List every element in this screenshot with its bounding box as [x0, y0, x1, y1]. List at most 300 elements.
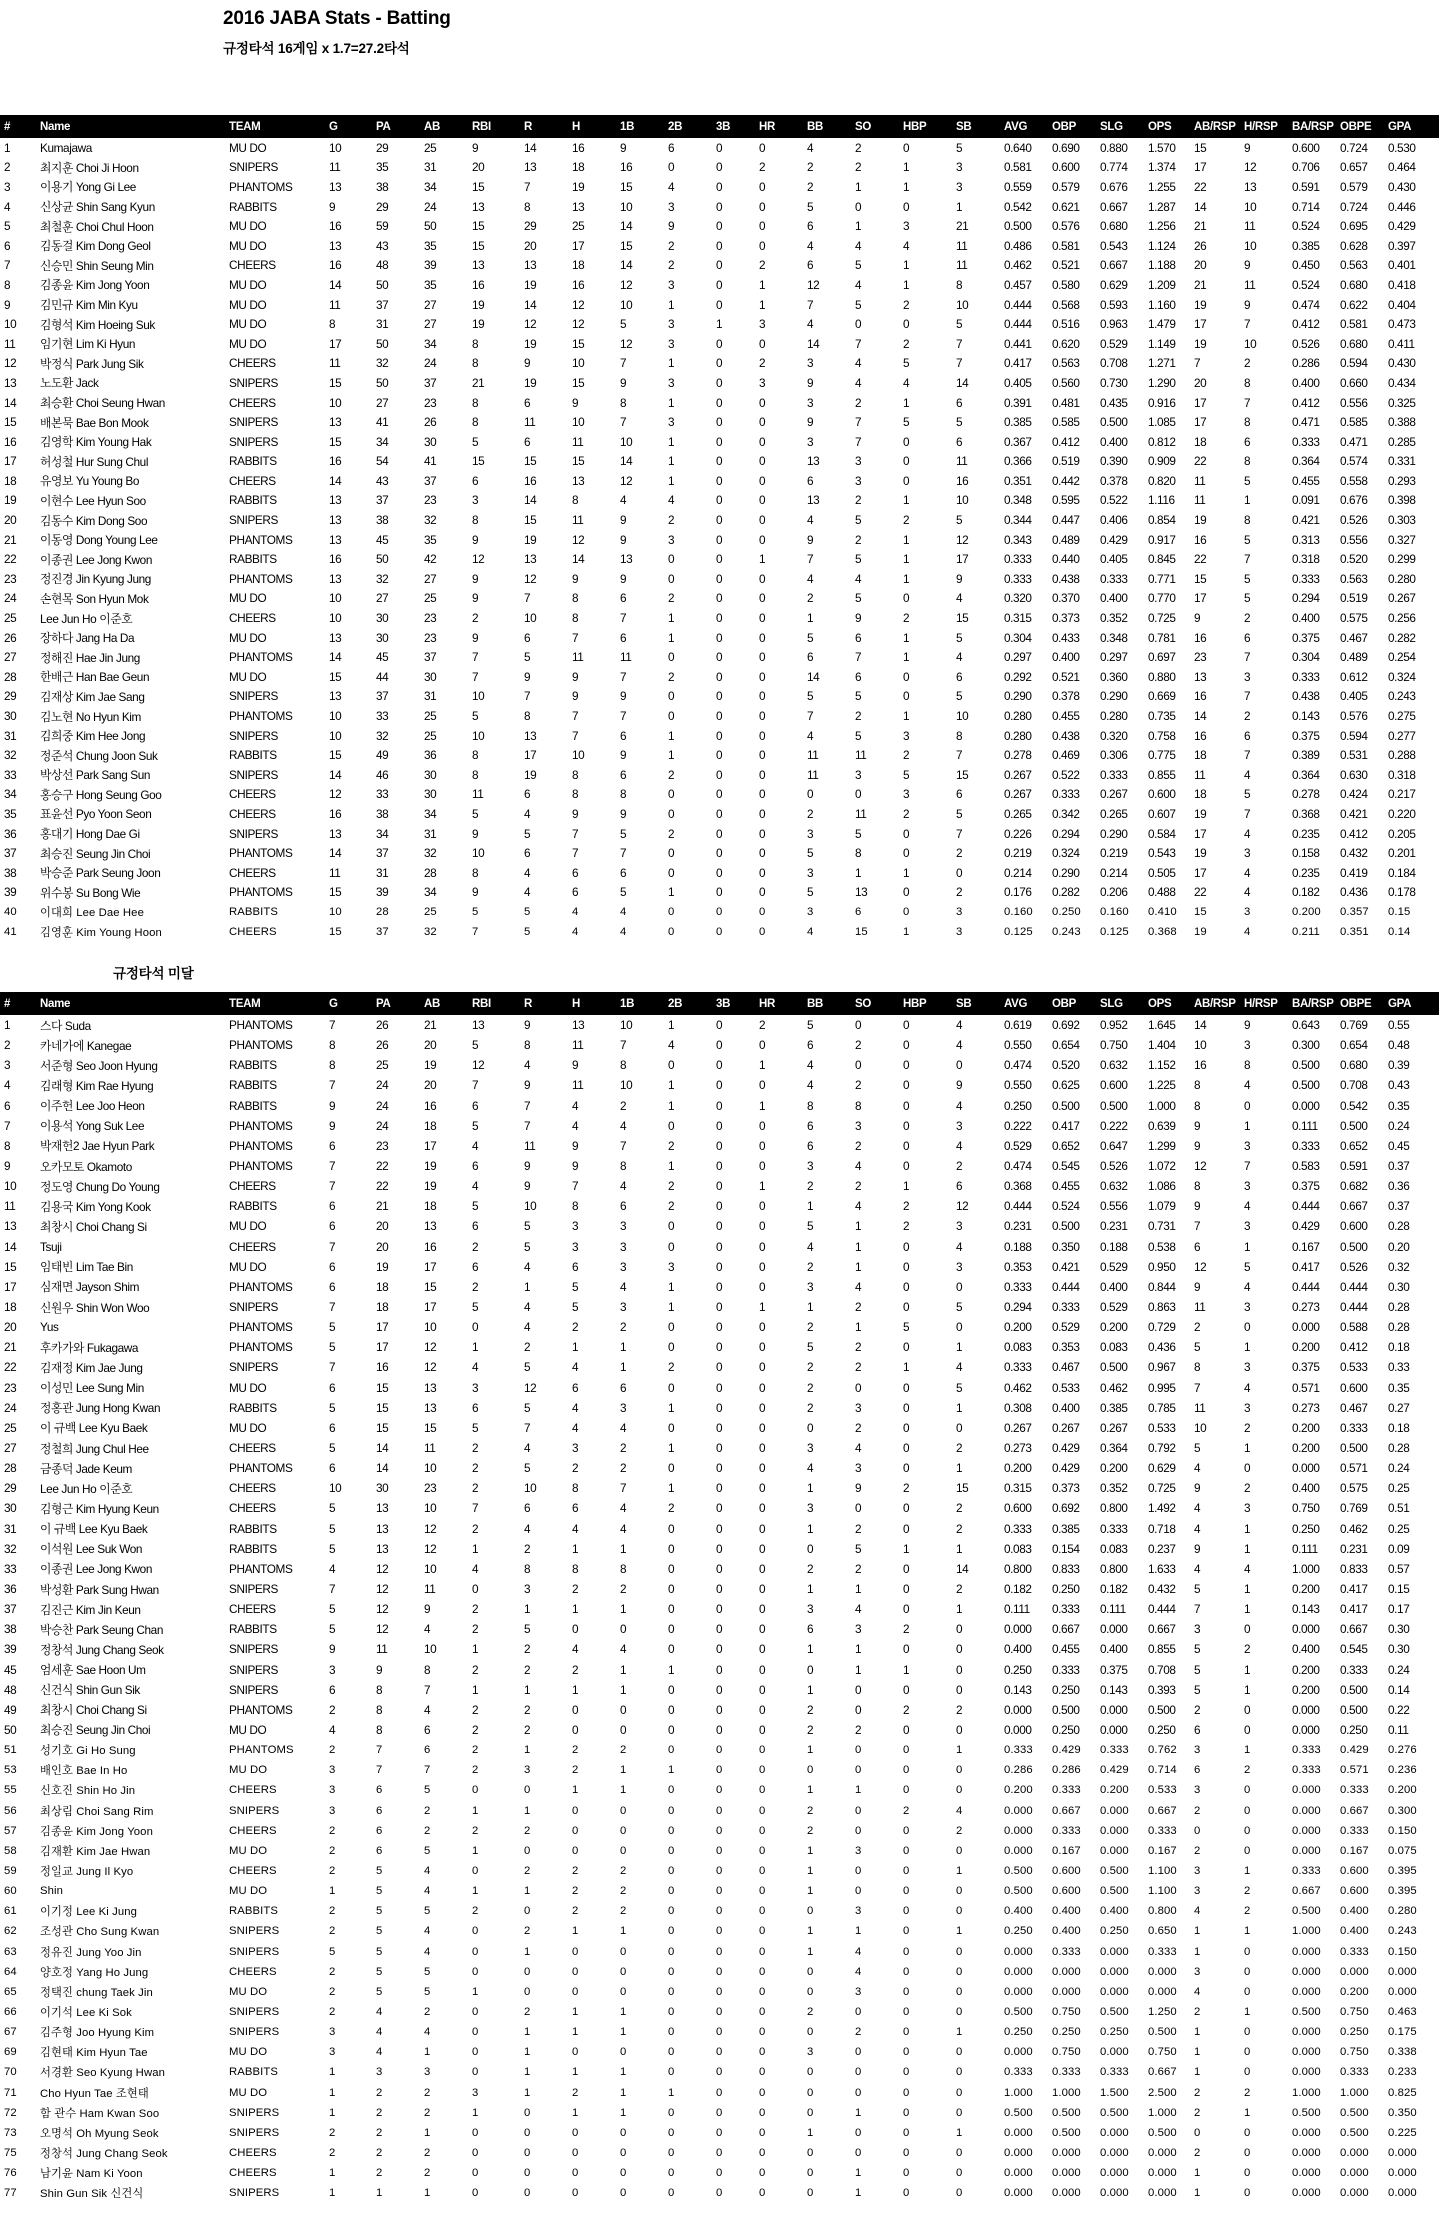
- stat-cell: 1: [956, 1340, 963, 1355]
- stat-cell: 0.594: [1340, 728, 1368, 743]
- team-cell: SNIPERS: [229, 434, 278, 449]
- stat-cell: 41: [376, 415, 389, 430]
- table-row: [0, 1438, 1439, 1458]
- stat-cell: 20: [524, 238, 537, 253]
- stat-cell: 0.378: [1100, 473, 1128, 488]
- stat-cell: 0: [716, 1138, 723, 1153]
- player-name-cell: Yus: [40, 1320, 59, 1335]
- stat-cell: 6: [956, 434, 963, 449]
- stat-cell: 2: [620, 1864, 627, 1877]
- stat-cell: 0.444: [1292, 1199, 1320, 1214]
- stat-cell: 0.14: [1388, 925, 1411, 938]
- stat-cell: 2: [472, 1441, 479, 1456]
- stat-cell: 0: [668, 2126, 675, 2139]
- stat-cell: 8: [524, 1561, 531, 1576]
- stat-cell: 0: [668, 1058, 675, 1073]
- stat-cell: 7: [1244, 1159, 1251, 1174]
- stat-cell: 0.400: [1340, 1925, 1369, 1938]
- stat-cell: 0: [716, 689, 723, 704]
- stat-cell: 3: [524, 1764, 531, 1777]
- stat-cell: 0.154: [1052, 1541, 1080, 1556]
- team-cell: MU DO: [229, 1764, 268, 1777]
- column-header: TEAM: [225, 992, 325, 1015]
- team-cell: PHANTOMS: [229, 1038, 293, 1053]
- team-cell: MU DO: [229, 1420, 267, 1435]
- stat-cell: 15: [524, 454, 537, 469]
- stat-cell: 9: [807, 415, 814, 430]
- stat-cell: 3: [1244, 1219, 1251, 1234]
- stat-cell: 12: [1244, 160, 1257, 175]
- row-number-cell: 57: [4, 1824, 17, 1837]
- stat-cell: 16: [329, 258, 342, 273]
- stat-cell: 0: [668, 1824, 675, 1837]
- stat-cell: 0.333: [1052, 1784, 1081, 1797]
- stat-cell: 16: [1194, 532, 1207, 547]
- stat-cell: 0.000: [1100, 2146, 1129, 2159]
- stat-cell: 1: [424, 2046, 431, 2059]
- stat-cell: 3: [572, 1219, 579, 1234]
- row-number-cell: 21: [4, 1340, 17, 1355]
- stat-cell: 32: [424, 846, 437, 861]
- stat-cell: 5: [807, 1018, 814, 1033]
- player-name-cell: 김영훈 Kim Young Hoon: [40, 926, 162, 939]
- player-name-cell: 홍대기 Hong Dae Gi: [40, 827, 140, 842]
- stat-cell: 13: [524, 728, 537, 743]
- stat-cell: 0.500: [1148, 2026, 1177, 2039]
- player-name-cell: 김형근 Kim Hyung Keun: [40, 1501, 159, 1516]
- stat-cell: 4: [1194, 1501, 1201, 1516]
- column-header: R: [520, 115, 568, 138]
- row-number-cell: 30: [4, 709, 17, 724]
- stat-cell: 2: [807, 1561, 814, 1576]
- stat-cell: 0.32: [1388, 1259, 1410, 1274]
- team-cell: SNIPERS: [229, 415, 278, 430]
- stat-cell: 0.405: [1100, 552, 1128, 567]
- stat-cell: 6: [472, 473, 479, 488]
- stat-cell: 6: [472, 1400, 479, 1415]
- stat-cell: 1: [668, 1764, 675, 1777]
- stat-cell: 6: [524, 630, 531, 645]
- stat-cell: 0.000: [1100, 2187, 1129, 2200]
- stat-cell: 13: [329, 493, 342, 508]
- stat-cell: 1: [807, 1864, 814, 1877]
- stat-cell: 1: [855, 1259, 862, 1274]
- team-cell: MU DO: [229, 1219, 267, 1234]
- row-number-cell: 60: [4, 1885, 17, 1898]
- stat-cell: 14: [524, 297, 537, 312]
- stat-cell: 12: [376, 1561, 389, 1576]
- stat-cell: 0.500: [1004, 2106, 1033, 2119]
- stat-cell: 0.455: [1052, 1179, 1080, 1194]
- stat-cell: 7: [329, 1159, 336, 1174]
- stat-cell: 0.333: [1004, 1521, 1032, 1536]
- stat-cell: 0: [716, 179, 723, 194]
- stat-cell: 0: [668, 865, 675, 880]
- stat-cell: 2: [620, 1905, 627, 1918]
- stat-cell: 2: [1194, 1804, 1201, 1817]
- stat-cell: 0.500: [1340, 1702, 1368, 1717]
- stat-cell: 0.333: [1004, 1744, 1033, 1757]
- stat-cell: 17: [524, 748, 537, 763]
- row-number-cell: 1: [4, 140, 11, 155]
- row-number-cell: 22: [4, 552, 17, 567]
- stat-cell: 5: [472, 1038, 479, 1053]
- team-cell: PHANTOMS: [229, 1138, 293, 1153]
- stat-cell: 2: [956, 1501, 963, 1516]
- stat-cell: 11: [1194, 473, 1206, 488]
- stat-cell: 0: [716, 160, 723, 175]
- stat-cell: 3: [855, 1461, 862, 1476]
- stat-cell: 0: [524, 1985, 531, 1998]
- stat-cell: 13: [329, 630, 342, 645]
- stat-cell: 0.800: [1004, 1561, 1032, 1576]
- stat-cell: 0: [1244, 1622, 1251, 1637]
- stat-cell: 2: [472, 611, 479, 626]
- stat-cell: 0.429: [1052, 1461, 1080, 1476]
- stat-cell: 2: [903, 1622, 910, 1637]
- stat-cell: 1: [807, 1300, 814, 1315]
- stat-cell: 3: [1194, 1885, 1201, 1898]
- stat-cell: 0.400: [1292, 1642, 1320, 1657]
- stat-cell: 3: [956, 925, 963, 938]
- stat-cell: 4: [524, 1259, 531, 1274]
- stat-cell: 7: [620, 846, 627, 861]
- player-name-cell: 위수봉 Su Bong Wie: [40, 885, 141, 900]
- stat-cell: 20: [1194, 375, 1207, 390]
- stat-cell: 0: [716, 1682, 723, 1697]
- stat-cell: 13: [424, 1219, 437, 1234]
- stat-cell: 0.770: [1148, 591, 1176, 606]
- stat-cell: 0.15: [1388, 1582, 1410, 1596]
- stat-cell: 34: [376, 434, 389, 449]
- stat-cell: 0: [716, 630, 723, 645]
- stat-cell: 0.51: [1388, 1501, 1410, 1516]
- stat-cell: 7: [620, 1138, 627, 1153]
- row-number-cell: 39: [4, 885, 17, 900]
- row-number-cell: 65: [4, 1985, 17, 1998]
- table-row: [0, 1015, 1439, 1035]
- stat-cell: 0: [716, 1239, 723, 1254]
- stat-cell: 24: [424, 356, 437, 371]
- row-number-cell: 2: [4, 160, 11, 175]
- stat-cell: 2: [472, 1905, 479, 1918]
- stat-cell: 9: [1194, 611, 1201, 626]
- stat-cell: 4: [855, 1965, 862, 1978]
- stat-cell: 0.963: [1100, 317, 1128, 332]
- stat-cell: 0.200: [1292, 1441, 1320, 1456]
- row-number-cell: 29: [4, 1481, 17, 1496]
- stat-cell: 1.500: [1100, 2086, 1129, 2099]
- stat-cell: 0.320: [1100, 728, 1128, 743]
- stat-cell: 1: [668, 1400, 675, 1415]
- stat-cell: 0: [620, 1702, 627, 1717]
- stat-cell: 4: [956, 1018, 963, 1033]
- team-cell: CHEERS: [229, 473, 276, 488]
- stat-cell: 0.429: [1292, 1219, 1320, 1234]
- stat-cell: 0: [716, 1219, 723, 1234]
- stat-cell: 12: [376, 1602, 389, 1617]
- row-number-cell: 3: [4, 1058, 11, 1073]
- table-row: [0, 589, 1439, 609]
- stat-cell: 0.600: [1004, 1501, 1032, 1516]
- stat-cell: 4: [524, 1521, 531, 1536]
- stat-cell: 1: [956, 1744, 963, 1757]
- stat-cell: 19: [572, 179, 585, 194]
- stat-cell: 3: [1244, 1300, 1251, 1315]
- stat-cell: 0.550: [1004, 1038, 1032, 1053]
- stat-cell: 0.385: [1052, 1521, 1080, 1536]
- stat-cell: 5: [329, 1602, 336, 1617]
- stat-cell: 9: [524, 1078, 531, 1093]
- stat-cell: 15: [620, 238, 633, 253]
- stat-cell: 0.000: [1292, 1824, 1321, 1837]
- stat-cell: 0: [903, 1784, 910, 1797]
- stat-cell: 2: [956, 1441, 963, 1456]
- stat-cell: 0.625: [1052, 1078, 1080, 1093]
- stat-cell: 0: [903, 905, 910, 918]
- stat-cell: 0: [668, 1965, 675, 1978]
- stat-cell: 6: [329, 1259, 336, 1274]
- stat-cell: 4: [472, 1561, 479, 1576]
- stat-cell: 3: [620, 1259, 627, 1274]
- stat-cell: 16: [1194, 630, 1207, 645]
- stat-cell: 0.411: [1388, 336, 1415, 351]
- stat-cell: 0.667: [1100, 258, 1128, 273]
- row-number-cell: 10: [4, 317, 17, 332]
- stat-cell: 1: [329, 2187, 336, 2200]
- stat-cell: 2: [524, 1925, 531, 1938]
- stat-cell: 0.273: [1292, 1400, 1320, 1415]
- stat-cell: 25: [424, 709, 437, 724]
- stat-cell: 8: [1194, 1078, 1201, 1093]
- column-header: OBP: [1048, 992, 1096, 1015]
- stat-cell: 0: [903, 2167, 910, 2180]
- stat-cell: 0: [668, 1118, 675, 1133]
- stat-cell: 2: [572, 1864, 579, 1877]
- stat-cell: 11: [524, 415, 536, 430]
- stat-cell: 4: [472, 1179, 479, 1194]
- stat-cell: 0.333: [1340, 1824, 1369, 1837]
- stat-cell: 2: [472, 1824, 479, 1837]
- stat-cell: 0.348: [1100, 630, 1128, 645]
- stat-cell: 0.579: [1340, 179, 1368, 194]
- stat-cell: 0: [903, 1925, 910, 1938]
- stat-cell: 5: [956, 140, 963, 155]
- player-name-cell: 정해진 Hae Jin Jung: [40, 650, 140, 665]
- stat-cell: 11: [956, 258, 968, 273]
- stat-cell: 6: [472, 1219, 479, 1234]
- stat-cell: 0.160: [1100, 905, 1129, 918]
- stat-cell: 0.333: [1004, 1279, 1032, 1294]
- stat-cell: 0: [668, 1602, 675, 1617]
- stat-cell: 0.680: [1340, 277, 1368, 292]
- stat-cell: 1: [1244, 1118, 1251, 1133]
- stat-cell: 0.30: [1388, 1642, 1410, 1657]
- row-number-cell: 31: [4, 1521, 17, 1536]
- stat-cell: 0.576: [1340, 709, 1368, 724]
- stat-cell: 3: [620, 1400, 627, 1415]
- stat-cell: 0.000: [1004, 2167, 1033, 2180]
- stat-cell: 8: [376, 1702, 383, 1717]
- stat-cell: 2: [524, 1541, 531, 1556]
- stat-cell: 30: [376, 1481, 389, 1496]
- team-cell: RABBITS: [229, 1905, 279, 1918]
- stat-cell: 12: [620, 336, 633, 351]
- stat-cell: 0: [620, 2046, 627, 2059]
- stat-cell: 22: [376, 1159, 389, 1174]
- stat-cell: 2: [956, 1582, 963, 1596]
- stat-cell: 4: [1244, 1199, 1251, 1214]
- stat-cell: 0.378: [1052, 689, 1080, 704]
- stat-cell: 0.290: [1100, 826, 1128, 841]
- stat-cell: 5: [956, 806, 963, 821]
- stat-cell: 0: [759, 1159, 766, 1174]
- stat-cell: 0.559: [1004, 179, 1032, 194]
- row-number-cell: 35: [4, 806, 17, 821]
- stat-cell: 4: [1244, 767, 1251, 782]
- stat-cell: 13: [424, 1380, 437, 1395]
- stat-cell: 2: [329, 2126, 336, 2139]
- stat-cell: 2: [668, 513, 675, 528]
- row-number-cell: 6: [4, 238, 11, 253]
- stat-cell: 4: [524, 885, 531, 900]
- stat-cell: 15: [376, 1420, 389, 1435]
- row-number-cell: 15: [4, 1259, 17, 1274]
- column-header: HBP: [899, 992, 952, 1015]
- stat-cell: 0: [716, 806, 723, 821]
- stat-cell: 0.000: [1292, 2167, 1321, 2180]
- stat-cell: 0.952: [1100, 1018, 1128, 1033]
- stat-cell: 0: [1244, 1320, 1251, 1335]
- stat-cell: 11: [572, 650, 584, 665]
- stat-cell: 0.583: [1292, 1159, 1320, 1174]
- stat-cell: 0.344: [1004, 513, 1032, 528]
- stat-cell: 0.000: [1292, 1702, 1320, 1717]
- stat-cell: 0.297: [1100, 650, 1128, 665]
- stat-cell: 2: [855, 493, 862, 508]
- stat-cell: 0.563: [1052, 356, 1080, 371]
- stat-cell: 0.300: [1292, 1038, 1320, 1053]
- stat-cell: 0.473: [1388, 317, 1416, 332]
- stat-cell: 0: [956, 2167, 963, 2180]
- player-name-cell: 신건식 Shin Gun Sik: [40, 1683, 140, 1698]
- stat-cell: 2: [572, 1905, 579, 1918]
- stat-cell: 0: [807, 1985, 814, 1998]
- row-number-cell: 20: [4, 513, 17, 528]
- stat-cell: 8: [424, 1662, 431, 1677]
- stat-cell: 0.529: [1004, 1138, 1032, 1153]
- stat-cell: 12: [572, 532, 585, 547]
- stat-cell: 1: [572, 1340, 579, 1355]
- stat-cell: 0.091: [1292, 493, 1320, 508]
- stat-cell: 0.785: [1148, 1400, 1176, 1415]
- stat-cell: 2: [855, 1340, 862, 1355]
- stat-cell: 15: [329, 925, 342, 938]
- stat-cell: 1: [855, 1219, 862, 1234]
- player-name-cell: 심재면 Jayson Shim: [40, 1280, 139, 1295]
- row-number-cell: 22: [4, 1360, 17, 1375]
- stat-cell: 2: [1244, 1420, 1251, 1435]
- stat-cell: 0.150: [1388, 1945, 1417, 1958]
- row-number-cell: 25: [4, 1420, 17, 1435]
- team-cell: SNIPERS: [229, 2187, 280, 2200]
- stat-cell: 0: [472, 2066, 479, 2079]
- stat-cell: 1: [903, 709, 910, 724]
- stat-cell: 0.447: [1052, 513, 1080, 528]
- stat-cell: 0.333: [1100, 2066, 1129, 2079]
- stat-cell: 1: [668, 1300, 675, 1315]
- stat-cell: 0.348: [1004, 493, 1032, 508]
- stat-cell: 0: [524, 2146, 531, 2159]
- stat-cell: 3: [903, 728, 910, 743]
- stat-cell: 2: [807, 806, 814, 821]
- row-number-cell: 32: [4, 1541, 17, 1556]
- stat-cell: 0.585: [1340, 415, 1368, 430]
- stat-cell: 0.000: [1004, 2187, 1033, 2200]
- stat-cell: 10: [620, 434, 633, 449]
- stat-cell: 1: [376, 2187, 383, 2200]
- table-row: [0, 314, 1439, 334]
- table-row: [0, 275, 1439, 295]
- stat-cell: 0.600: [1340, 1885, 1369, 1898]
- stat-cell: 0.667: [1292, 1885, 1321, 1898]
- stat-cell: 5: [807, 630, 814, 645]
- stat-cell: 1.000: [1052, 2086, 1081, 2099]
- stat-cell: 0.333: [1004, 2066, 1033, 2079]
- stat-cell: 3: [807, 865, 814, 880]
- stat-cell: 16: [1194, 728, 1207, 743]
- stat-cell: 27: [376, 395, 389, 410]
- stat-cell: 0: [572, 2167, 579, 2180]
- stat-cell: 1: [668, 1441, 675, 1456]
- stat-cell: 0.250: [1148, 1722, 1176, 1737]
- stat-cell: 6: [376, 1784, 383, 1797]
- team-cell: SNIPERS: [229, 375, 278, 390]
- stat-cell: 0: [759, 1481, 766, 1496]
- stat-cell: 0.529: [1100, 336, 1128, 351]
- stat-cell: 0: [572, 2126, 579, 2139]
- player-name-cell: 배본묵 Bae Bon Mook: [40, 415, 149, 430]
- stat-cell: 1: [668, 454, 675, 469]
- stat-cell: 0: [668, 1239, 675, 1254]
- stat-cell: 2: [1194, 2086, 1201, 2099]
- stat-cell: 5: [329, 1320, 336, 1335]
- column-header: 2B: [664, 992, 712, 1015]
- stat-cell: 1.287: [1148, 199, 1176, 214]
- stat-cell: 0: [620, 2126, 627, 2139]
- stat-cell: 1: [855, 1662, 862, 1677]
- row-number-cell: 3: [4, 179, 11, 194]
- stat-cell: 37: [376, 689, 389, 704]
- stat-cell: 0.429: [1388, 219, 1416, 234]
- player-name-cell: Kumajawa: [40, 140, 92, 155]
- stat-cell: 3: [1244, 905, 1251, 918]
- team-cell: SNIPERS: [229, 2106, 280, 2119]
- stat-cell: 0.533: [1148, 1784, 1177, 1797]
- stat-cell: 0: [716, 1279, 723, 1294]
- stat-cell: 0.395: [1388, 1885, 1417, 1898]
- stat-cell: 0: [716, 1159, 723, 1174]
- stat-cell: 0: [855, 1018, 862, 1033]
- player-name-cell: 신승민 Shin Seung Min: [40, 258, 154, 273]
- stat-cell: 0: [759, 532, 766, 547]
- stat-cell: 0.351: [1340, 925, 1369, 938]
- stat-cell: 3: [807, 826, 814, 841]
- team-cell: SNIPERS: [229, 1360, 278, 1375]
- stat-cell: 0.201: [1388, 846, 1416, 861]
- stat-cell: 0: [716, 767, 723, 782]
- stat-cell: 0: [956, 1905, 963, 1918]
